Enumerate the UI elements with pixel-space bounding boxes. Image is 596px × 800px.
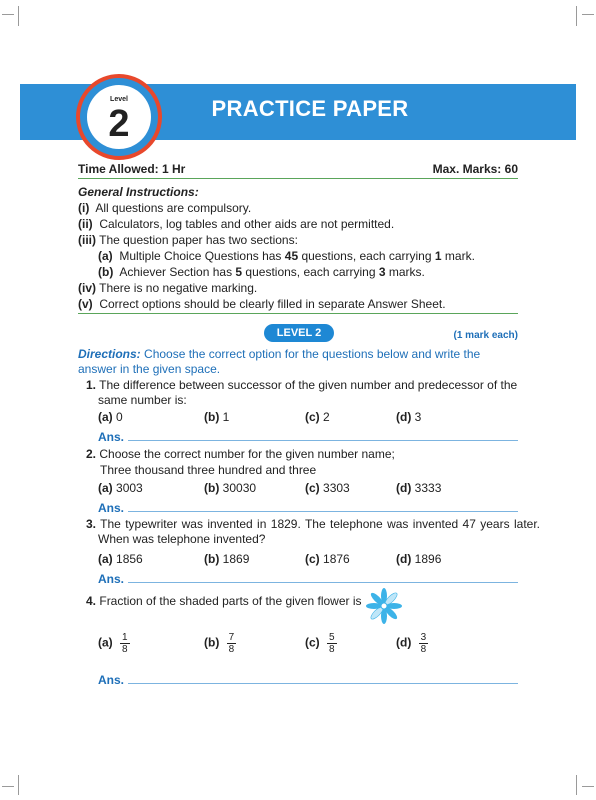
option-b: (b) 1	[204, 410, 230, 424]
instruction-line	[78, 200, 251, 216]
answer-field[interactable]	[128, 511, 518, 512]
option-a: (a) 1856	[98, 552, 143, 566]
directions-text: Choose the correct option for the questions below and write the answer in the given space.	[78, 347, 481, 376]
instruction-prefix: (i)	[78, 201, 90, 215]
question-3	[78, 517, 540, 547]
flower-icon	[364, 585, 404, 627]
marks-each: (1 mark each)	[453, 330, 518, 341]
level-word: Level	[110, 96, 128, 103]
instruction-line	[78, 216, 394, 232]
section-level-pill: LEVEL 2	[264, 324, 334, 342]
option-d: (d) 1896	[396, 552, 442, 566]
instruction-line	[98, 264, 425, 280]
question-number: 3.	[86, 517, 97, 531]
instruction-line	[98, 248, 475, 264]
answer-field[interactable]	[128, 683, 518, 684]
crop-mark	[18, 6, 19, 26]
directions-label: Directions:	[78, 347, 141, 361]
time-allowed: Time Allowed: 1 Hr	[78, 162, 186, 176]
question-text: The typewriter was invented in 1829. The telephone was invented 47 years later. When was telephone invented?	[98, 517, 540, 546]
option-b: (b) 30030	[204, 481, 257, 495]
answer-label: Ans.	[98, 430, 125, 444]
option-c: (c) 3303	[305, 481, 350, 495]
question-text: Fraction of the shaded parts of the given flower is	[99, 594, 362, 608]
instruction-line	[78, 232, 298, 248]
option-d: (d) 3333	[396, 481, 442, 495]
instruction-text: There is no negative marking.	[99, 281, 258, 295]
question-number: 2.	[86, 447, 97, 461]
instruction-text: Multiple Choice Questions has 45 questions, each carrying 1 mark.	[119, 249, 475, 263]
instruction-text: Correct options should be clearly filled in separate Answer Sheet.	[99, 297, 446, 311]
instruction-text: Achiever Section has 5 questions, each carrying 3 marks.	[119, 265, 425, 279]
option-b: (b) $\frac{7}{8}$	[204, 632, 235, 655]
option-a: (a) 3003	[98, 481, 143, 495]
question-4	[78, 594, 398, 609]
option-b: (b) 1869	[204, 552, 250, 566]
question-subtext: Three thousand three hundred and three	[100, 463, 317, 477]
option-c: (c) 2	[305, 410, 330, 424]
crop-mark	[2, 786, 14, 787]
option-a: (a) $\frac{1}{8}$	[98, 632, 128, 655]
crop-mark	[582, 786, 594, 787]
question-number: 4.	[86, 594, 97, 608]
answer-field[interactable]	[128, 440, 518, 441]
crop-mark	[18, 775, 19, 795]
answer-field[interactable]	[128, 582, 518, 583]
directions	[78, 347, 518, 377]
instruction-line	[78, 280, 257, 296]
instructions-heading: General Instructions:	[78, 185, 199, 199]
crop-mark	[576, 6, 577, 26]
max-marks: Max. Marks: 60	[432, 162, 518, 176]
option-d: (d) 3	[396, 410, 422, 424]
instruction-prefix: (v)	[78, 297, 93, 311]
question-2	[78, 447, 540, 462]
option-c: (c) $\frac{5}{8}$	[305, 632, 335, 655]
instruction-prefix: (iv)	[78, 281, 96, 295]
instruction-prefix: (iii)	[78, 233, 96, 247]
instruction-prefix: (ii)	[78, 217, 93, 231]
instruction-line	[78, 296, 446, 312]
answer-label: Ans.	[98, 572, 125, 586]
instruction-prefix: (b)	[98, 265, 114, 279]
level-number: 2	[108, 103, 130, 145]
answer-label: Ans.	[98, 501, 125, 515]
page-title: PRACTICE PAPER	[211, 96, 409, 121]
option-c: (c) 1876	[305, 552, 350, 566]
question-number: 1.	[86, 378, 97, 392]
question-text: Choose the correct number for the given number name;	[99, 447, 395, 461]
flower-center	[381, 603, 387, 609]
option-a: (a) 0	[98, 410, 123, 424]
option-d: (d) $\frac{3}{8}$	[396, 632, 427, 655]
instruction-text: Calculators, log tables and other aids are not permitted.	[99, 217, 395, 231]
crop-mark	[2, 14, 14, 15]
instruction-text: The question paper has two sections:	[99, 233, 298, 247]
crop-mark	[582, 14, 594, 15]
question-text: The difference between successor of the given number and predecessor of the same number is:	[98, 378, 518, 407]
instruction-text: All questions are compulsory.	[95, 201, 252, 215]
instruction-prefix: (a)	[98, 249, 113, 263]
answer-label: Ans.	[98, 673, 125, 687]
question-1	[78, 378, 540, 408]
divider	[78, 178, 518, 179]
crop-mark	[576, 775, 577, 795]
divider	[78, 313, 518, 314]
